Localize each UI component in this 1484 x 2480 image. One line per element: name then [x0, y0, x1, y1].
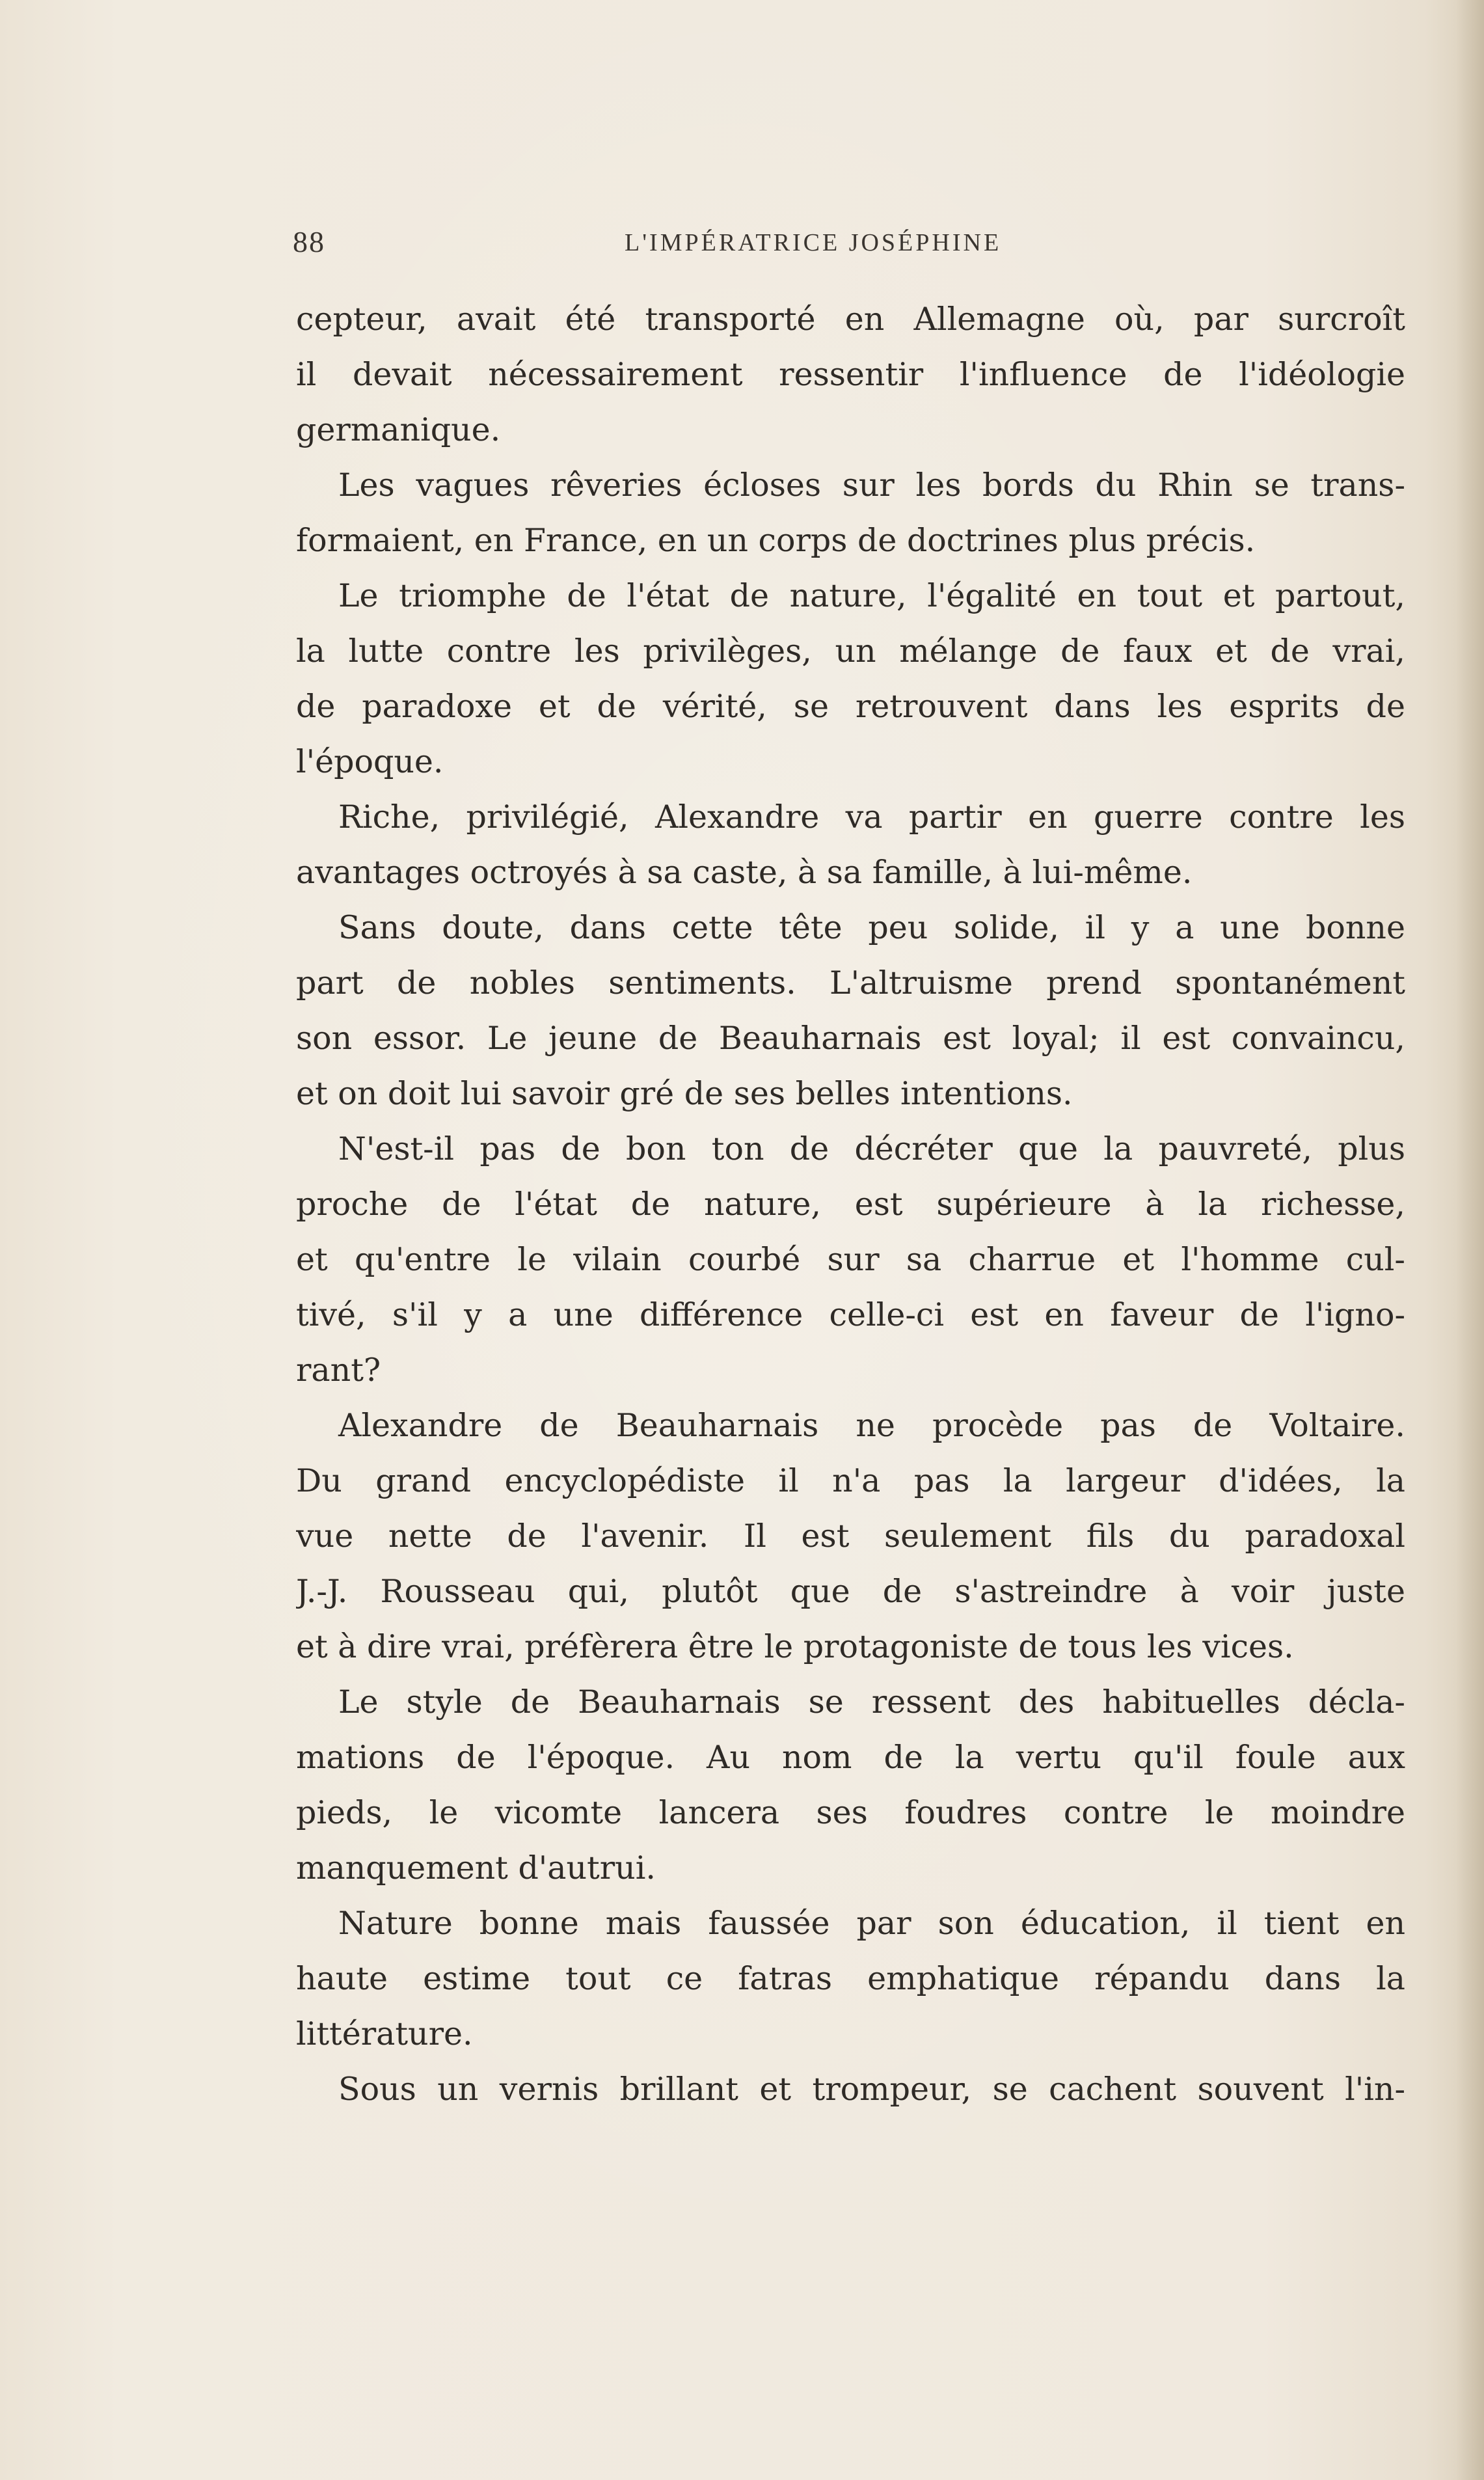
- text-line: mations de l'époque. Au nom de la vertu qu'il foule aux: [296, 1739, 1405, 1776]
- text-line: N'est-il pas de bon ton de décréter que la pauvreté, plus: [338, 1130, 1405, 1167]
- text-line: germanique.: [296, 411, 501, 448]
- text-line: son essor. Le jeune de Beauharnais est loyal; il est convaincu,: [296, 1020, 1405, 1057]
- text-line: rant?: [296, 1352, 381, 1389]
- text-line: pieds, le vicomte lancera ses foudres contre le moindre: [296, 1794, 1405, 1831]
- text-line: proche de l'état de nature, est supérieure à la richesse,: [296, 1186, 1405, 1223]
- text-line: et on doit lui savoir gré de ses belles intentions.: [296, 1075, 1073, 1112]
- text-line: vue nette de l'avenir. Il est seulement fils du paradoxal: [296, 1518, 1405, 1555]
- text-line: l'époque.: [296, 743, 444, 780]
- text-line: Le triomphe de l'état de nature, l'égalité en tout et partout,: [338, 577, 1405, 614]
- text-line: Nature bonne mais faussée par son éducation, il tient en: [338, 1905, 1405, 1942]
- text-line: avantages octroyés à sa caste, à sa famille, à lui-même.: [296, 854, 1193, 891]
- text-line: Alexandre de Beauharnais ne procède pas de Voltaire.: [338, 1407, 1405, 1444]
- text-line: Le style de Beauharnais se ressent des habituelles décla-: [338, 1683, 1405, 1721]
- page-header: [293, 225, 1405, 270]
- text-line: haute estime tout ce fatras emphatique répandu dans la: [296, 1960, 1405, 1997]
- text-line: Riche, privilégié, Alexandre va partir en guerre contre les: [338, 798, 1405, 836]
- text-line: Sous un vernis brillant et trompeur, se cachent souvent l'in-: [338, 2071, 1405, 2108]
- body-text: [296, 292, 1405, 2117]
- text-line: cepteur, avait été transporté en Allemagne où, par surcroît: [296, 301, 1405, 338]
- text-line: de paradoxe et de vérité, se retrouvent dans les esprits de: [296, 688, 1405, 725]
- text-line: J.-J. Rousseau qui, plutôt que de s'astreindre à voir juste: [296, 1573, 1405, 1610]
- page-number: 88: [293, 225, 325, 258]
- text-line: il devait nécessairement ressentir l'influence de l'idéologie: [296, 356, 1405, 393]
- text-line: et qu'entre le vilain courbé sur sa charrue et l'homme cul-: [296, 1241, 1405, 1278]
- running-head: L'IMPÉRATRICE JOSÉPHINE: [625, 229, 1002, 256]
- text-line: littérature.: [296, 2015, 473, 2052]
- text-line: tivé, s'il y a une différence celle-ci est en faveur de l'igno-: [296, 1296, 1405, 1333]
- text-line: Du grand encyclopédiste il n'a pas la largeur d'idées, la: [296, 1462, 1405, 1499]
- text-line: Sans doute, dans cette tête peu solide, il y a une bonne: [338, 909, 1405, 946]
- text-line: part de nobles sentiments. L'altruisme prend spontanément: [296, 964, 1405, 1002]
- text-line: formaient, en France, en un corps de doctrines plus précis.: [296, 522, 1256, 559]
- text-line: manquement d'autrui.: [296, 1849, 656, 1887]
- page-edge-shadow: [1455, 0, 1484, 2480]
- text-line: la lutte contre les privilèges, un mélange de faux et de vrai,: [296, 633, 1405, 670]
- text-line: et à dire vrai, préfèrera être le protagoniste de tous les vices.: [296, 1628, 1294, 1665]
- text-line: Les vagues rêveries écloses sur les bords du Rhin se trans-: [338, 467, 1405, 504]
